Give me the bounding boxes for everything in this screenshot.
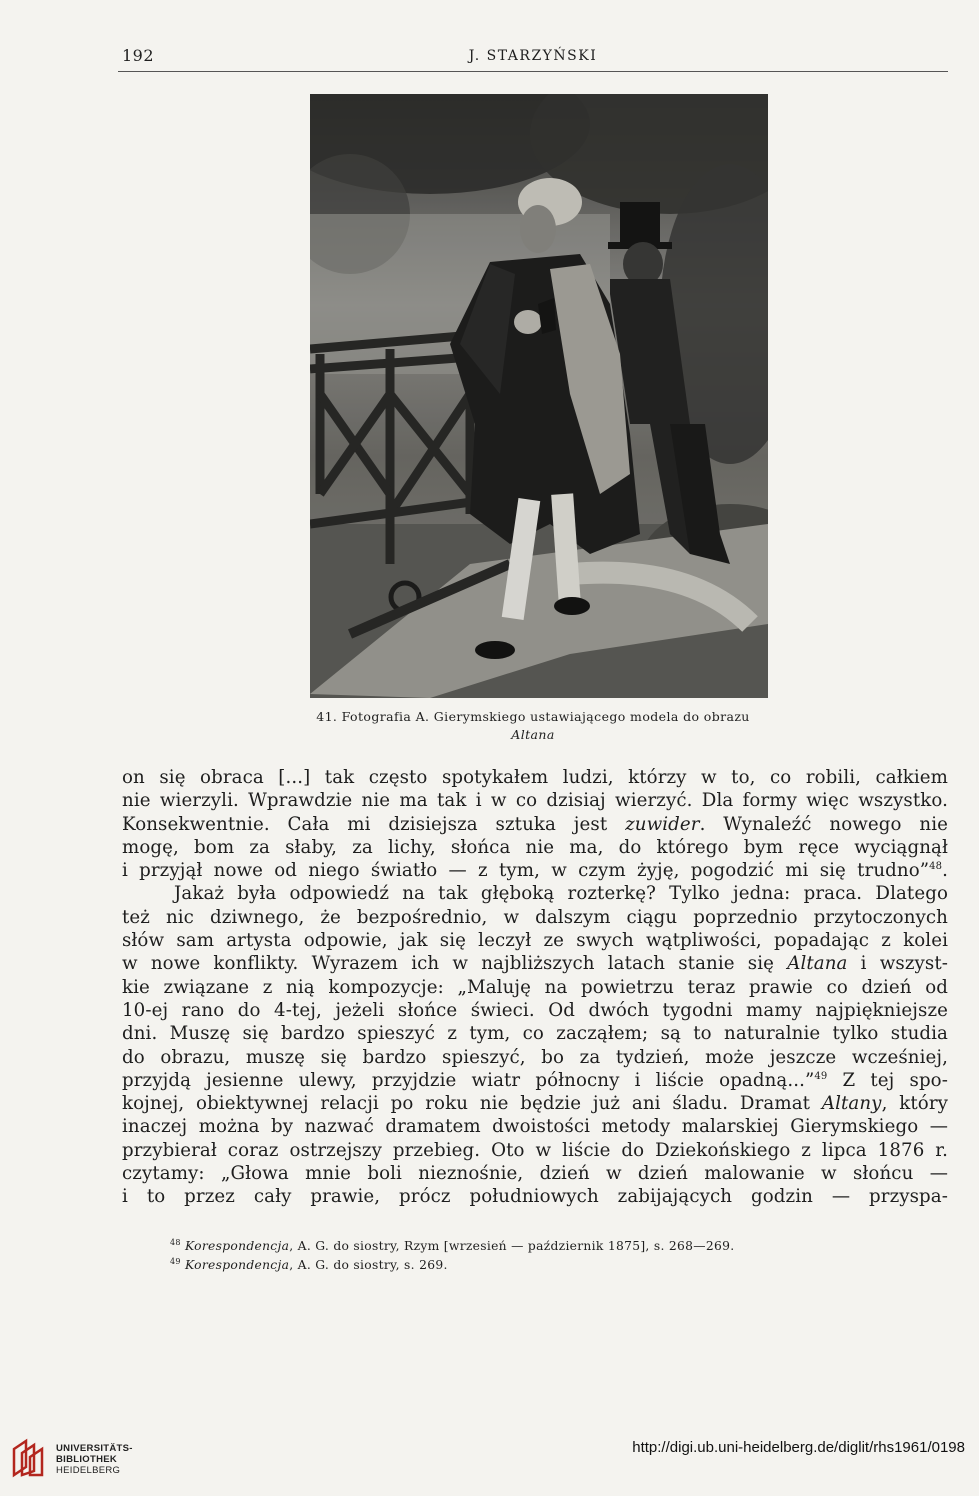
text-span: , który [881, 1093, 949, 1115]
header-rule [118, 71, 948, 72]
caption-text: 41. Fotografia A. Gierymskiego ustawiającego modela do obrazu [316, 709, 750, 724]
text-line: przybierał coraz ostrzejszy przebieg. Oto w liście do Dziekońskiego z lipca 1876 r. [122, 1139, 948, 1161]
text-line: i to przez cały prawie, prócz południowych zabijających godzin — przyspa- [122, 1186, 948, 1208]
library-name [56, 1443, 133, 1476]
text-line [122, 952, 948, 975]
footnote-text: , A. G. do siostry, Rzym [wrzesień — październik 1875], s. 268—269. [289, 1239, 735, 1253]
body-text [122, 766, 948, 1209]
text-line: do obrazu, muszę się bardzo spieszyć, bo za tydzień, może jeszcze wcześniej, [122, 1046, 948, 1068]
text-line: mogę, bom za słaby, za lichy, słońca nie ma, do którego bym ręce wyciągnął [122, 836, 948, 858]
text-span: przyjdą jesienne ulewy, przyjdzie wiatr północny i liście opadną...” [122, 1069, 815, 1091]
library-line: HEIDELBERG [56, 1465, 121, 1476]
library-line: BIBLIOTHEK [56, 1454, 118, 1465]
text-line [122, 1069, 948, 1092]
text-span: . Wynaleźć nowego nie [699, 813, 948, 835]
italic-word: Altany [821, 1093, 882, 1115]
footnote-ref[interactable]: 49 [814, 1070, 828, 1082]
footnotes [170, 1237, 930, 1275]
footnote-title: Korespondencja [185, 1258, 290, 1272]
library-logo-icon [10, 1437, 50, 1479]
text-span: kojnej, obiektywnej relacji po roku nie będzie już ani śladu. Dramat [122, 1093, 822, 1115]
italic-word: Altana [787, 953, 848, 975]
footnote-number: 48 [170, 1237, 181, 1247]
text-line: inaczej można by nazwać dramatem dwoistości metody malarskiej Gierymskiego — [122, 1116, 948, 1138]
running-head [118, 46, 948, 72]
text-line: kie związane z nią kompozycje: „Maluję na powietrzu teraz prawie co dzień od [122, 976, 948, 998]
text-span: . [942, 860, 948, 882]
figure-photograph [310, 94, 768, 698]
text-span: Konsekwentnie. Cała mi dzisiejsza sztuka jest [122, 813, 626, 835]
italic-word: zuwider [625, 813, 700, 835]
library-line: UNIVERSITÄTS- [56, 1443, 133, 1454]
footnote-title: Korespondencja [185, 1239, 290, 1253]
text-span: w nowe konflikty. Wyrazem ich w najbliższych latach stanie się [122, 953, 788, 975]
footnote [170, 1237, 930, 1256]
text-span: Z tej spo- [827, 1069, 948, 1091]
footnote-ref[interactable]: 48 [929, 861, 943, 873]
text-line: słów sam artysta odpowie, jak się leczył ze swych wątpliwości, popadając z kolei [122, 930, 948, 952]
figure-caption [118, 708, 948, 744]
text-line: on się obraca [...] tak często spotykałem ludzi, którzy w to, co robili, całkiem [122, 767, 948, 788]
footnote-text: , A. G. do siostry, s. 269. [289, 1258, 448, 1272]
caption-title: Altana [511, 727, 555, 742]
footnote-number: 49 [170, 1256, 181, 1266]
footnote [170, 1256, 930, 1275]
running-title: J. STARZYŃSKI [468, 48, 598, 64]
photograph-illustration [310, 94, 768, 698]
text-line: Jakaż była odpowiedź na tak głęboką rozterkę? Tylko jedna: praca. Dlatego [174, 883, 948, 905]
text-line: też nic dziwnego, że bezpośrednio, w dalszym ciągu poprzednio przytoczonych [122, 906, 948, 928]
text-line: nie wierzyli. Wprawdzie nie ma tak i w co dzisiaj wierzyć. Dla formy więc wszystko. [122, 790, 948, 812]
text-line [122, 859, 948, 882]
page-number: 192 [122, 46, 155, 65]
text-line: czytamy: „Głowa mnie boli nieznośnie, dzień w dzień malowanie w słońcu — [122, 1163, 948, 1185]
text-span: i wszyst- [847, 953, 948, 975]
text-line [122, 813, 948, 836]
text-line: 10-ej rano do 4-tej, jeżeli słońce świeci. Od dwóch tygodni mamy najpiękniejsze [122, 999, 948, 1021]
library-logo[interactable] [10, 1437, 150, 1483]
text-line [122, 1092, 948, 1115]
source-url-link[interactable]: http://digi.ub.uni-heidelberg.de/diglit/rhs1961/0198 [632, 1439, 965, 1456]
text-span: i przyjął nowe od niego światło — z tym, w czym żyję, pogodzić mi się trudno” [122, 860, 930, 882]
text-line: dni. Muszę się bardzo spieszyć z tym, co zacząłem; są to naturalnie tylko studia [122, 1023, 948, 1045]
